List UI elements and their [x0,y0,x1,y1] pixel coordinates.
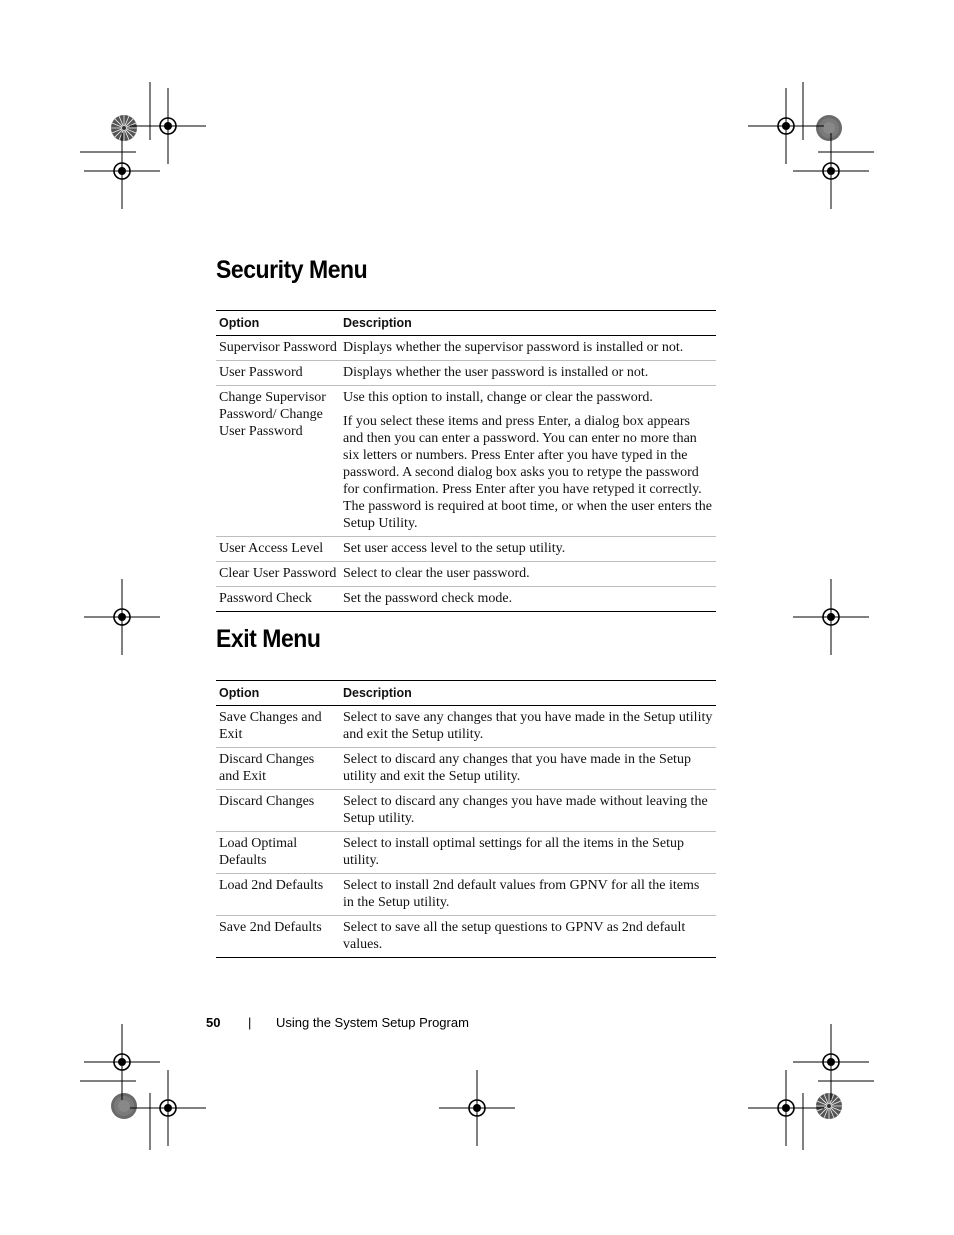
option-cell: Discard Changes and Exit [216,748,340,790]
table-row [216,562,716,587]
description-cell [340,790,716,832]
table-header-row [216,311,716,336]
description-cell [340,748,716,790]
footer-separator: | [248,1015,252,1030]
table-row [216,790,716,832]
column-header-option: Option [216,311,340,336]
security-menu-rows [216,336,716,612]
description-paragraph: Select to discard any changes that you have made in the Setup utility and exit the Setup utility. [343,752,691,784]
column-header-option: Option [216,681,340,706]
description-cell [340,537,716,562]
description-paragraph: Select to save any changes that you have made in the Setup utility and exit the Setup utility. [343,710,713,742]
description-paragraph: If you select these items and press Enter, a dialog box appears and then you can enter a password. You can enter no more than six letters or numbers. Press Enter after you have typed in the password. A second dialog box asks you to retype the password for confirmation. Press Enter after you have retyped it correctly. The password is required at boot time, or when the user enters the Setup Utility. [343,414,712,531]
description-cell [340,706,716,748]
column-header-description: Description [340,311,716,336]
table-row [216,386,716,537]
description-cell [340,587,716,612]
option-cell: Load Optimal Defaults [216,832,340,874]
exit-menu-rows [216,706,716,958]
table-row [216,336,716,361]
description-cell [340,874,716,916]
table-row [216,587,716,612]
exit-menu-table [216,680,716,958]
table-row [216,832,716,874]
footer-section-title: Using the System Setup Program [276,1015,469,1030]
option-cell: User Password [216,361,340,386]
option-cell: Supervisor Password [216,336,340,361]
option-cell: Load 2nd Defaults [216,874,340,916]
description-paragraph: Displays whether the supervisor password is installed or not. [343,340,684,355]
description-paragraph: Set the password check mode. [343,591,513,606]
page-footer [206,1015,469,1030]
column-header-description: Description [340,681,716,706]
option-cell: Save Changes and Exit [216,706,340,748]
description-cell [340,361,716,386]
description-cell [340,832,716,874]
description-paragraph: Select to install 2nd default values from GPNV for all the items in the Setup utility. [343,878,700,910]
table-row [216,874,716,916]
description-cell [340,386,716,537]
security-menu-heading: Security Menu [216,256,368,284]
description-cell [340,336,716,361]
table-row [216,916,716,958]
description-paragraph: Set user access level to the setup utility. [343,541,566,556]
description-paragraph: Displays whether the user password is installed or not. [343,365,649,380]
table-row [216,537,716,562]
description-paragraph: Select to clear the user password. [343,566,530,581]
option-cell: User Access Level [216,537,340,562]
page-number: 50 [206,1015,221,1030]
table-header-row [216,681,716,706]
option-cell: Change Supervisor Password/ Change User Password [216,386,340,537]
description-cell [340,562,716,587]
table-row [216,706,716,748]
option-cell: Clear User Password [216,562,340,587]
option-cell: Discard Changes [216,790,340,832]
option-cell: Password Check [219,591,312,606]
table-row [216,361,716,386]
exit-menu-heading: Exit Menu [216,625,321,653]
description-paragraph: Select to save all the setup questions to GPNV as 2nd default values. [343,920,686,952]
description-paragraph: Use this option to install, change or clear the password. [343,390,653,405]
security-menu-table [216,310,716,612]
table-row [216,748,716,790]
option-cell: Save 2nd Defaults [219,920,322,935]
description-cell [340,916,716,958]
description-paragraph: Select to install optimal settings for all the items in the Setup utility. [343,836,685,868]
description-paragraph: Select to discard any changes you have made without leaving the Setup utility. [343,794,708,826]
